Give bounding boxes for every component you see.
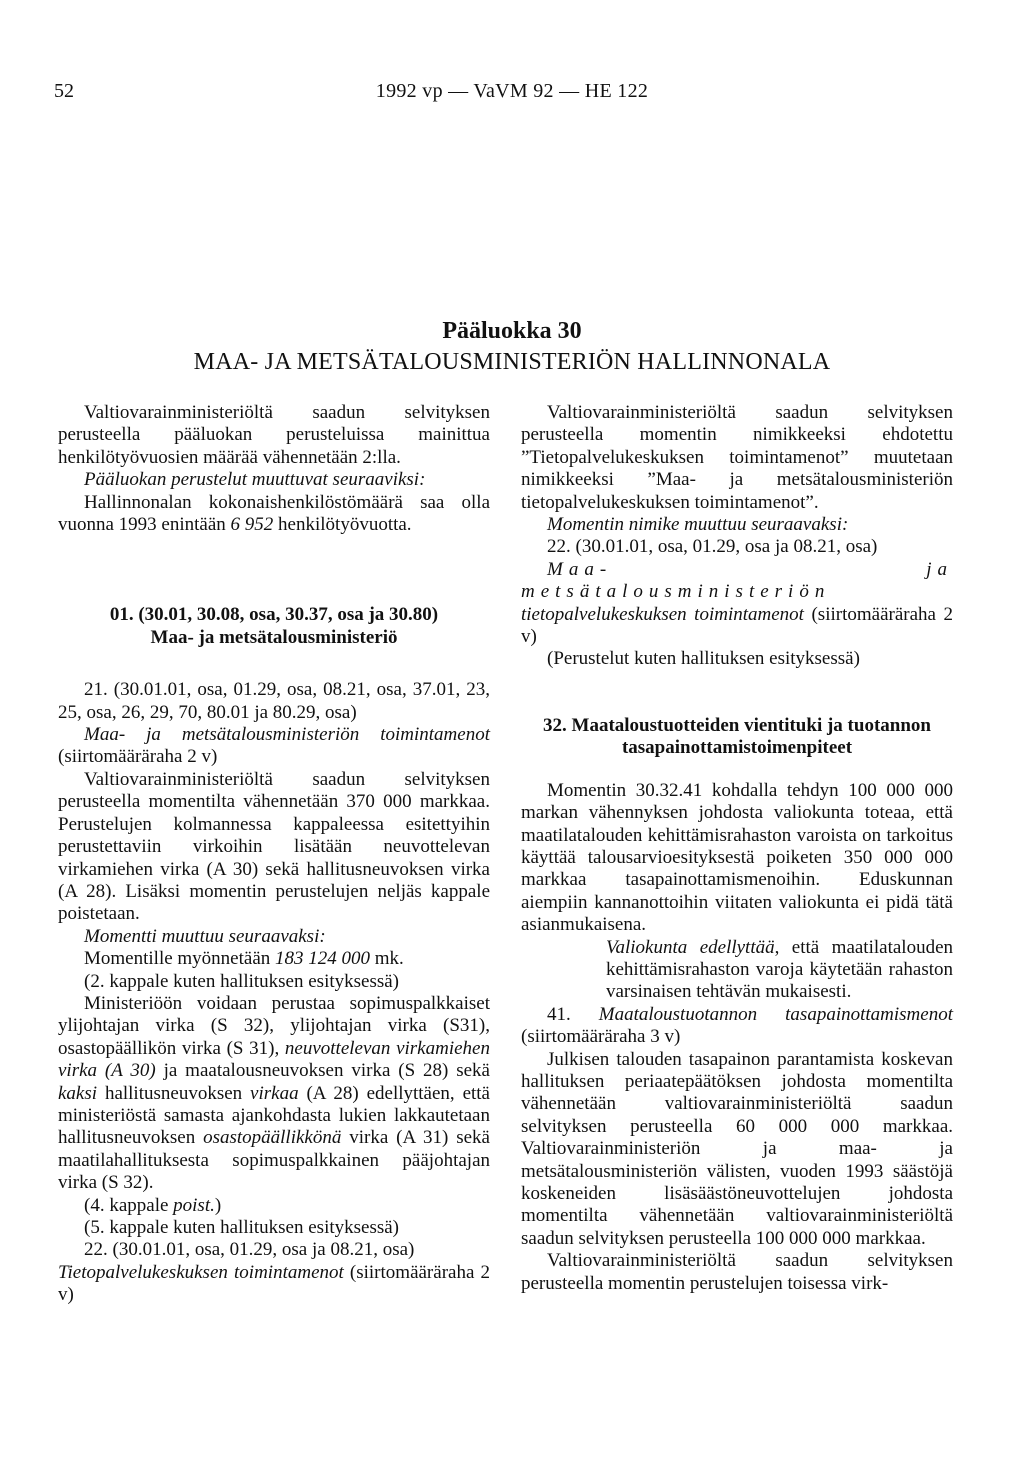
subsection-heading: 01. (30.01, 30.08, osa, 30.37, osa ja 30.80) xyxy=(109,604,439,626)
posts-paragraph xyxy=(58,993,490,1195)
posts-text-9: virka (A 31) sekä maatilahallituksesta sopimuspalkkainen pääjohtajan virka (S 32). xyxy=(58,1127,490,1194)
paragraph-5-note: (5. kappale kuten hallituksen esityksessä) xyxy=(84,1217,400,1238)
moment-21-paragraph: Valtiovarainministeriöltä saadun selvityksen perusteella momentilta vähennetään 370 000 markkaa. Perustelujen kolmannessa kappaleessa esitettyihin perustettaviin virkoihin lisätään neuvottelevan virkamiehen virka (A 30) sekä hallitusneuvoksen virka (A 28). Lisäksi momentin perustelujen neljäs kappale poistetaan. xyxy=(58,768,490,925)
right-intro-paragraph: Valtiovarainministeriöltä saadun selvityksen perusteella momentin nimikkeeksi ehdotettu ”Tietopalvelukeskuksen toimintamenot” muutetaan nimikkeeksi ”Maa- ja metsätalousministeriön tietopalvelukeskuksen toimintamenot”. xyxy=(521,402,953,513)
left-intro-paragraph: Valtiovarainministeriöltä saadun selvityksen perusteella pääluokan perusteluissa mainittua henkilötyövuosien määrää vähennetään 2:lla. xyxy=(58,402,490,468)
moment-21-title-text: Maa- ja metsätalousministeriön toimintamenot xyxy=(84,724,490,746)
paragraph-4-note-c: ) xyxy=(214,1194,222,1216)
right-subsection-heading-2: tasapainottamistoimenpiteet xyxy=(621,737,853,759)
left-staff-number: 6 952 xyxy=(230,514,274,536)
moment-changes-label: Momentti muuttuu seuraavaksi: xyxy=(84,925,326,947)
right-subsection-heading: 32. Maataloustuotteiden vientituki ja tuotannon xyxy=(543,714,931,736)
moment-22-title xyxy=(58,1262,490,1307)
right-final-paragraph: Valtiovarainministeriöltä saadun selvityksen perusteella momentin perustelujen toisessa virk- xyxy=(521,1250,953,1294)
posts-text-3: ja maatalousneuvoksen virka (S 28) sekä xyxy=(155,1060,490,1082)
moment-41-title-text: Maataloustuotannon tasapainottamismenot xyxy=(598,1003,953,1025)
posts-text-4: kaksi xyxy=(58,1082,98,1104)
left-staff-paragraph xyxy=(58,492,490,537)
appropriation-amount: 183 124 000 xyxy=(275,948,371,970)
left-changes-label: Pääluokan perustelut muuttuvat seuraaviksi: xyxy=(84,469,426,491)
right-justification-note: (Perustelut kuten hallituksen esityksessä) xyxy=(547,648,860,670)
right-reduction-paragraph: Momentin 30.32.41 kohdalla tehdyn 100 000 000 markan vähennyksen johdosta valiokunta toteaa, että maatilatalouden kehittämisrahaston varoista on tarkoitus käyttää talousarvioesityksestä poiketen 350 000 000 markkaa tasapainottamismenoihin. Eduskunnan aiempiin kannanottoihin viitaten valiokunta ei pidä tätä asianmukaisena. xyxy=(521,779,953,936)
right-committee-paragraph xyxy=(606,937,953,1004)
left-staff-text: Hallinnonalan kokonaishenkilöstömäärä saa olla vuonna 1993 enintään xyxy=(58,491,490,536)
section-subtitle: MAA- JA METSÄTALOUSMINISTERIÖN HALLINNONALA xyxy=(193,349,831,375)
left-column xyxy=(58,402,490,1307)
posts-text-5: hallitusneuvoksen xyxy=(97,1082,251,1104)
appropriation-paragraph xyxy=(58,948,490,970)
moment-41-title xyxy=(521,1004,953,1049)
posts-text-7: (A 28) edellyttäen, että ministeriöstä samasta ajankohdasta lukien lakkautetaan hallitusneuvoksen xyxy=(58,1082,490,1149)
moment-21-title xyxy=(58,724,490,769)
moment-41-number: 41. xyxy=(547,1003,599,1025)
paragraph-4-note-a: (4. kappale xyxy=(84,1194,174,1216)
paragraph-2-note: (2. kappale kuten hallituksen esityksessä) xyxy=(84,970,400,992)
right-column xyxy=(521,402,953,1295)
subsection-heading-name: Maa- ja metsätalousministeriö xyxy=(150,626,398,648)
appropriation-text: Momentille myönnetään xyxy=(84,948,276,970)
right-title-change-label: Momentin nimike muuttuu seuraavaksi: xyxy=(547,514,849,536)
left-staff-tail: henkilötyövuotta. xyxy=(273,514,412,536)
page-number: 52 xyxy=(54,80,74,102)
moment-21-reference: 21. (30.01.01, osa, 01.29, osa, 08.21, osa, 37.01, 23, 25, osa, 26, 29, 70, 80.01 ja 80.29, osa) xyxy=(58,679,490,723)
paragraph-4-note xyxy=(58,1195,490,1217)
right-moment-22-reference: 22. (30.01.01, osa, 01.29, osa ja 08.21, osa) xyxy=(547,536,878,558)
right-committee-italic: Valiokunta edellyttää xyxy=(606,936,775,958)
right-moment-22-title-rest: tietopalvelukeskuksen toimintamenot xyxy=(521,603,804,625)
posts-text-2: neuvottelevan virkamiehen virka (A 30) xyxy=(58,1037,490,1082)
moment-41-type: (siirtomääräraha 3 v) xyxy=(521,1026,681,1048)
moment-22-title-text: Tietopalvelukeskuksen toimintamenot xyxy=(58,1261,344,1283)
right-committee-text: , että maatilatalouden kehittämisrahaston varoja käytetään rahaston varsinaisen tehtävän mukaisesti. xyxy=(606,936,954,1003)
right-finance-paragraph: Julkisen talouden tasapainon parantamista koskevan hallituksen periaatepäätöksen johdosta momentilta vähennetään valtiovarainministeriöltä saadun selvityksen perusteella 60 000 000 markkaa. Valtiovarainministeriön ja maa- ja metsätalousministeriön välisten, vuoden 1993 säästöjä koskeneiden lisäsäästöneuvottelujen johdosta momentilta vähennetään valtiovarainministeriöltä saadun selvityksen perusteella 100 000 000 markkaa. xyxy=(521,1048,953,1249)
appropriation-unit: mk. xyxy=(370,948,404,970)
moment-22-reference: 22. (30.01.01, osa, 01.29, osa ja 08.21, osa) xyxy=(84,1239,415,1261)
right-moment-22-type: (siirtomääräraha 2 v) xyxy=(521,603,953,648)
posts-text-1: Ministeriöön voidaan perustaa sopimuspalkkaiset ylijohtajan virka (S 32), ylijohtajan virka (S31), osastopäällikön virka (S 31), xyxy=(58,992,490,1059)
running-header: 1992 vp — VaVM 92 — HE 122 xyxy=(375,80,649,102)
posts-text-6: virkaa xyxy=(250,1082,299,1104)
section-title: Pääluokka 30 xyxy=(442,318,582,344)
paragraph-4-note-b: poist. xyxy=(173,1194,215,1216)
moment-22-type: (siirtomääräraha 2 v) xyxy=(58,1261,491,1306)
posts-text-8: osastopäällikkönä xyxy=(203,1127,342,1149)
right-moment-22-title xyxy=(521,559,953,649)
moment-21-type: (siirtomääräraha 2 v) xyxy=(58,746,218,768)
right-moment-22-title-spaced: Maa- ja metsätalousministeriön xyxy=(521,558,953,603)
